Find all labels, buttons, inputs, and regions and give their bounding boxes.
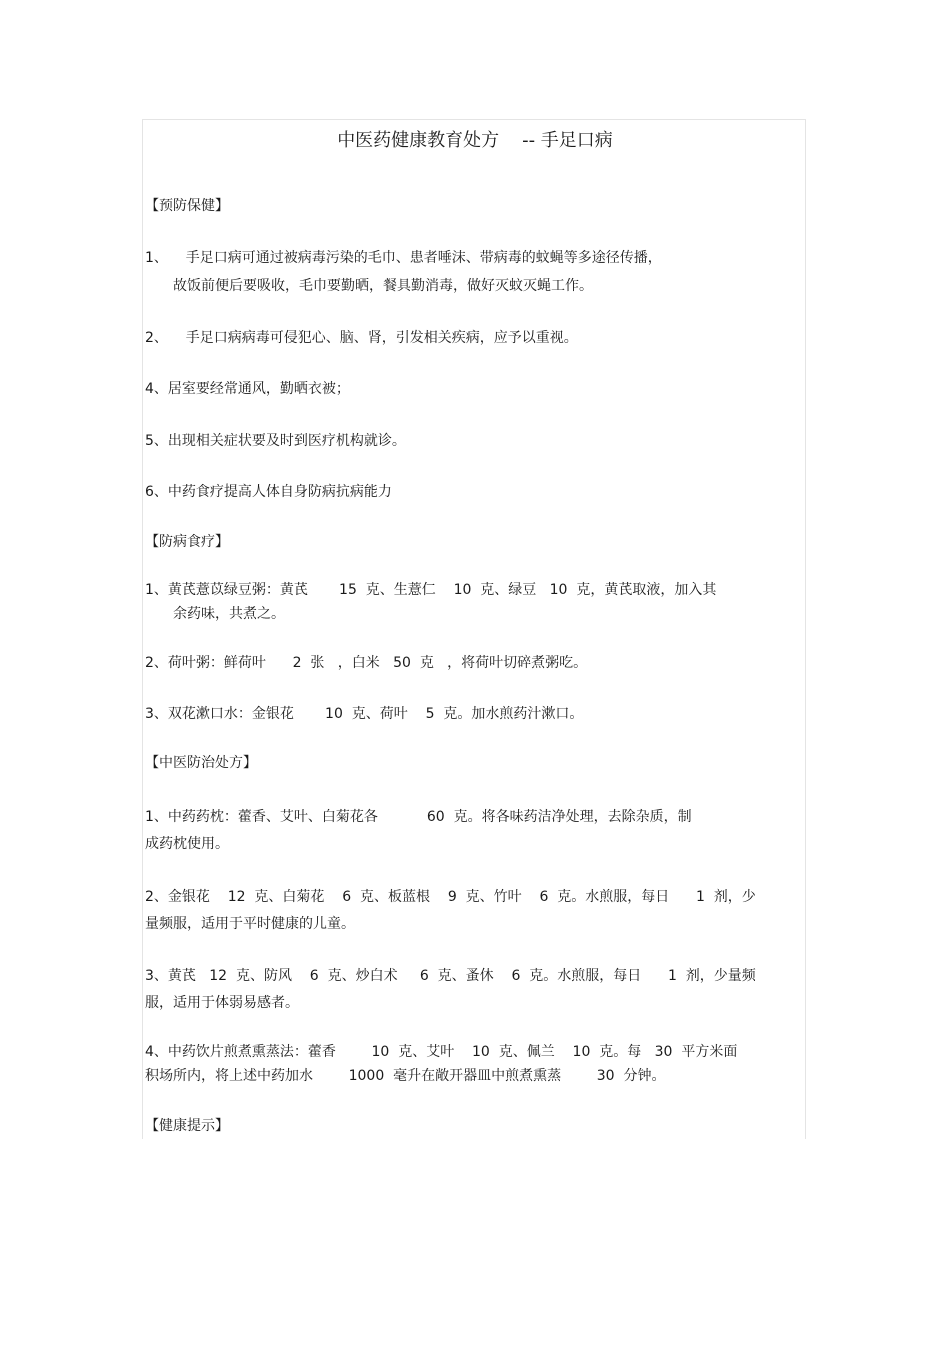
diet-line-2: 2、荷叶粥：鲜荷叶 2 张 ，白米 50 克 ，将荷叶切碎煮粥吃。 [145,655,588,671]
page-frame [142,119,806,1139]
prevention-line-1-cont: 故饭前便后要吸收，毛巾要勤晒，餐具勤消毒，做好灭蚊灭蝇工作。 [173,278,593,294]
prevention-line-1: 1、 手足口病可通过被病毒污染的毛巾、患者唾沫、带病毒的蚊蝇等多途径传播， [145,250,662,266]
diet-line-3: 3、双花漱口水：金银花 10 克、荷叶 5 克。加水煎药汁漱口。 [145,706,584,722]
tcm-line-3: 3、黄芪 12 克、防风 6 克、炒白术 6 克、蚤休 6 克。水煎服，每日 1 剂，少量频 [145,968,756,984]
tcm-line-2-cont: 量频服，适用于平时健康的儿童。 [145,916,355,932]
tcm-line-4-cont: 积场所内，将上述中药加水 1000 毫升在敞开器皿中煎煮熏蒸 30 分钟。 [145,1068,666,1084]
tcm-line-4: 4、中药饮片煎煮熏蒸法：藿香 10 克、艾叶 10 克、佩兰 10 克。每 30 平方米面 [145,1044,738,1060]
section-heading-health-tips: 【健康提示】 [145,1118,229,1134]
section-heading-diet: 【防病食疗】 [145,534,229,550]
diet-line-1: 1、黄芪薏苡绿豆粥：黄芪 15 克、生薏仁 10 克、绿豆 10 克，黄芪取液，加入其 [145,582,717,598]
tcm-line-3-cont: 服，适用于体弱易感者。 [145,995,299,1011]
tcm-line-1-cont: 成药枕使用。 [145,836,229,852]
section-heading-tcm: 【中医防治处方】 [145,755,257,771]
prevention-line-4: 4、居室要经常通风，勤晒衣被； [145,381,350,397]
tcm-line-1: 1、中药药枕：藿香、艾叶、白菊花各 60 克。将各味药洁净处理，去除杂质，制 [145,809,692,825]
prevention-line-6: 6、中药食疗提高人体自身防病抗病能力 [145,484,392,500]
prevention-line-2: 2、 手足口病病毒可侵犯心、脑、肾，引发相关疾病，应予以重视。 [145,330,578,346]
diet-line-1-cont: 余药味，共煮之。 [173,606,285,622]
section-heading-prevention: 【预防保健】 [145,198,229,214]
prevention-line-5: 5、出现相关症状要及时到医疗机构就诊。 [145,433,406,449]
document-title: 中医药健康教育处方 -- 手足口病 [337,130,613,151]
tcm-line-2: 2、金银花 12 克、白菊花 6 克、板蓝根 9 克、竹叶 6 克。水煎服，每日 1 剂，少 [145,889,756,905]
